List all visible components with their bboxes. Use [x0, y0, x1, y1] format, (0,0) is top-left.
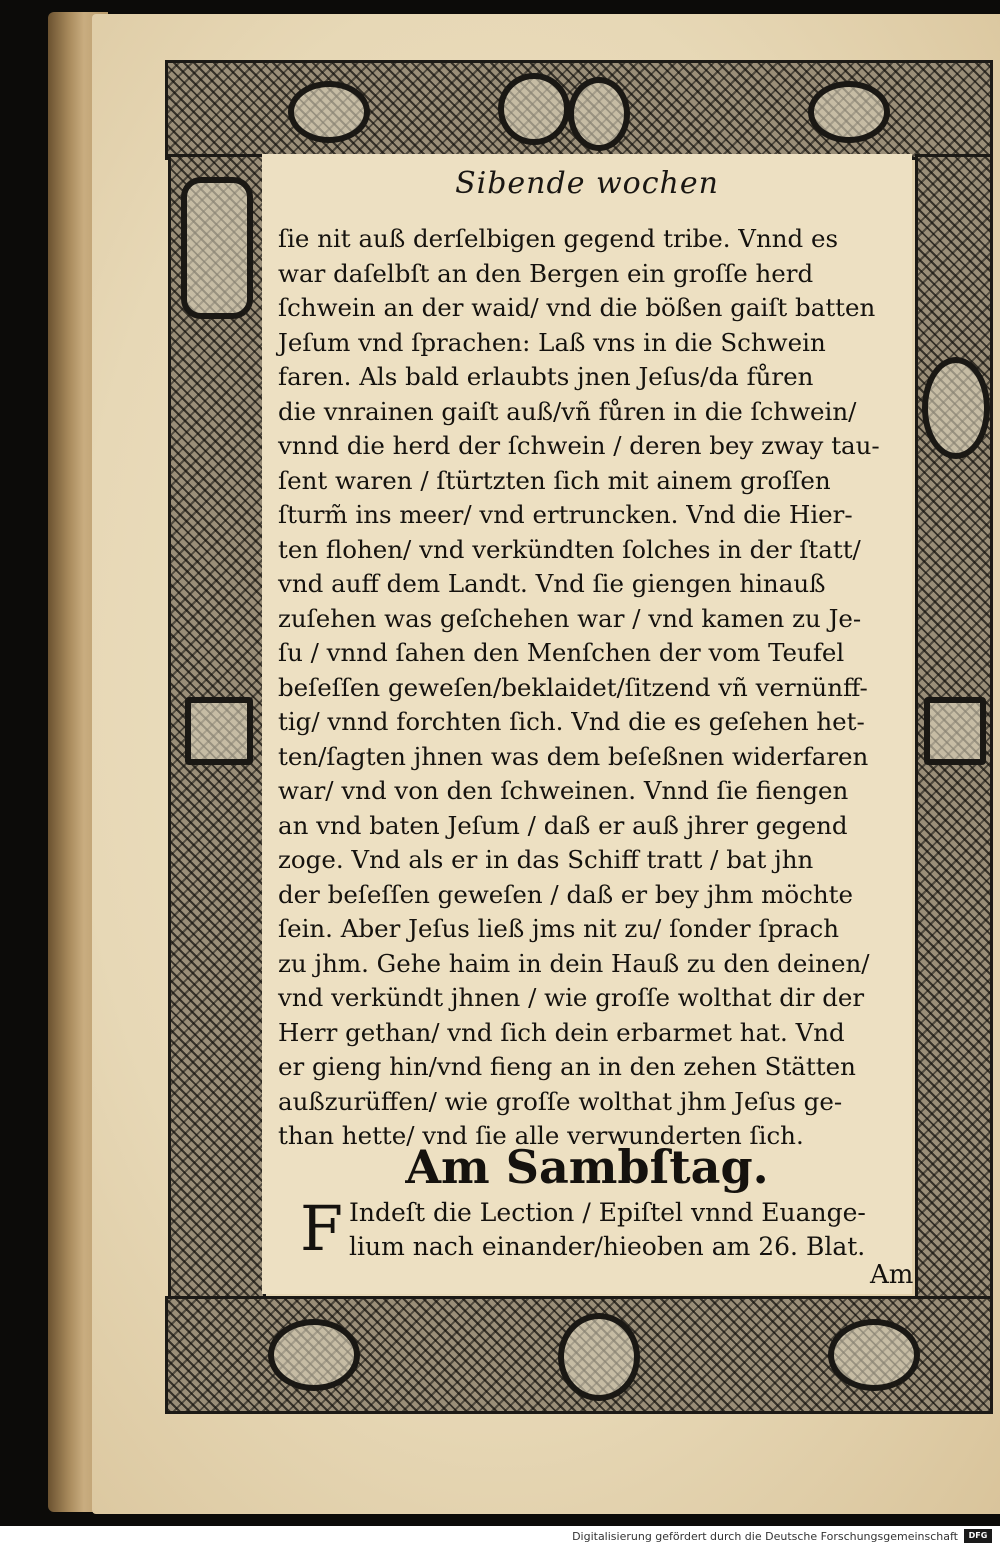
text-line: war daſelbſt an den Bergen ein groſſe herd [278, 258, 814, 288]
catchword: Am [870, 1260, 914, 1290]
text-line: ten/ſagten jhnen was dem beſeßnen widerfaren [278, 741, 869, 771]
border-ornament [185, 697, 253, 765]
footer-bar [0, 1526, 1000, 1548]
text-line: die vnrainen gaiſt auß/vñ fůren in die ſchwein/ [278, 396, 857, 426]
text-line: beſeſſen geweſen/beklaidet/ſitzend vñ vernünff- [278, 672, 868, 702]
woodcut-border-bottom [165, 1296, 993, 1414]
text-line: zu jhm. Gehe haim in dein Hauß zu den deinen/ [278, 948, 870, 978]
text-line: war/ vnd von den ſchweinen. Vnnd ſie fiengen [278, 776, 849, 805]
woodcut-border-left [168, 154, 266, 1302]
text-line: tig/ vnnd forchten ſich. Vnd die es geſehen het- [278, 707, 865, 736]
text-line: an vnd baten Jeſum / daß er auß jhrer gegend [278, 810, 848, 840]
cherub-ornament [558, 1313, 640, 1401]
border-ornament [922, 357, 990, 459]
running-head: Sibende wochen [455, 166, 719, 201]
text-line: zoge. Vnd als er in das Schiff tratt / bat jhn [278, 845, 814, 874]
border-ornament [268, 1319, 360, 1391]
text-line: ten flohen/ vnd verkündten ſolches in der ſtatt/ [278, 534, 861, 564]
section-heading: Am Sambſtag. [405, 1140, 769, 1194]
text-line: Herr gethan/ vnd ſich dein erbarmet hat. Vnd [278, 1017, 845, 1047]
border-ornament [924, 697, 986, 765]
text-line: ſie nit auß derſelbigen gegend tribe. Vnnd es [278, 224, 839, 253]
border-ornament [808, 81, 890, 143]
border-ornament [288, 81, 370, 143]
funding-credit: Digitalisierung gefördert durch die Deutsche Forschungsgemeinschaft [572, 1530, 958, 1543]
body-text [278, 222, 918, 1154]
woodcut-border-right [915, 154, 993, 1302]
initial-letter: F [300, 1192, 344, 1265]
lection-note [300, 1192, 920, 1265]
text-line: than hette/ vnd ſie alle verwunderten ſich. [278, 1121, 804, 1150]
text-line: vnnd die herd der ſchwein / deren bey zway tau- [278, 431, 880, 460]
text-line: vnd auff dem Landt. Vnd ſie giengen hinauß [278, 569, 826, 598]
text-line: ſchwein an der waid/ vnd die bößen gaiſt batten [278, 293, 876, 322]
text-line: Jeſum vnd ſprachen: Laß vns in die Schwein [278, 327, 826, 357]
note-line: Indeſt die Lection / Epiſtel vnnd Euange- [349, 1198, 866, 1227]
note-line: lium nach einander/hieoben am 26. Blat. [349, 1232, 866, 1261]
border-ornament [498, 73, 570, 145]
text-line: ſein. Aber Jeſus ließ jms nit zu/ ſonder ſprach [278, 914, 839, 943]
text-line: ſent waren / ſtürtzten ſich mit ainem groſſen [278, 465, 831, 495]
text-line: ſturm̃ ins meer/ vnd ertruncken. Vnd die Hier- [278, 500, 853, 529]
border-ornament [828, 1319, 920, 1391]
text-line: vnd verkündt jhnen / wie groſſe wolthat dir der [278, 983, 865, 1012]
border-ornament [568, 77, 630, 151]
text-line: er gieng hin/vnd fieng an in den zehen Stätten [278, 1052, 856, 1081]
text-line: zuſehen was geſchehen war / vnd kamen zu Je- [278, 603, 862, 633]
dfg-logo: DFG [964, 1529, 992, 1543]
text-line: faren. Als bald erlaubts jnen Jeſus/da fůren [278, 362, 814, 391]
text-line: außzurüffen/ wie groſſe wolthat jhm Jeſus ge- [278, 1086, 843, 1116]
woodcut-border-top [165, 60, 993, 160]
text-line: ſu / vnnd ſahen den Menſchen der vom Teufel [278, 638, 845, 667]
text-line: der beſeſſen geweſen / daß er bey jhm möchte [278, 879, 853, 909]
border-ornament [181, 177, 253, 319]
